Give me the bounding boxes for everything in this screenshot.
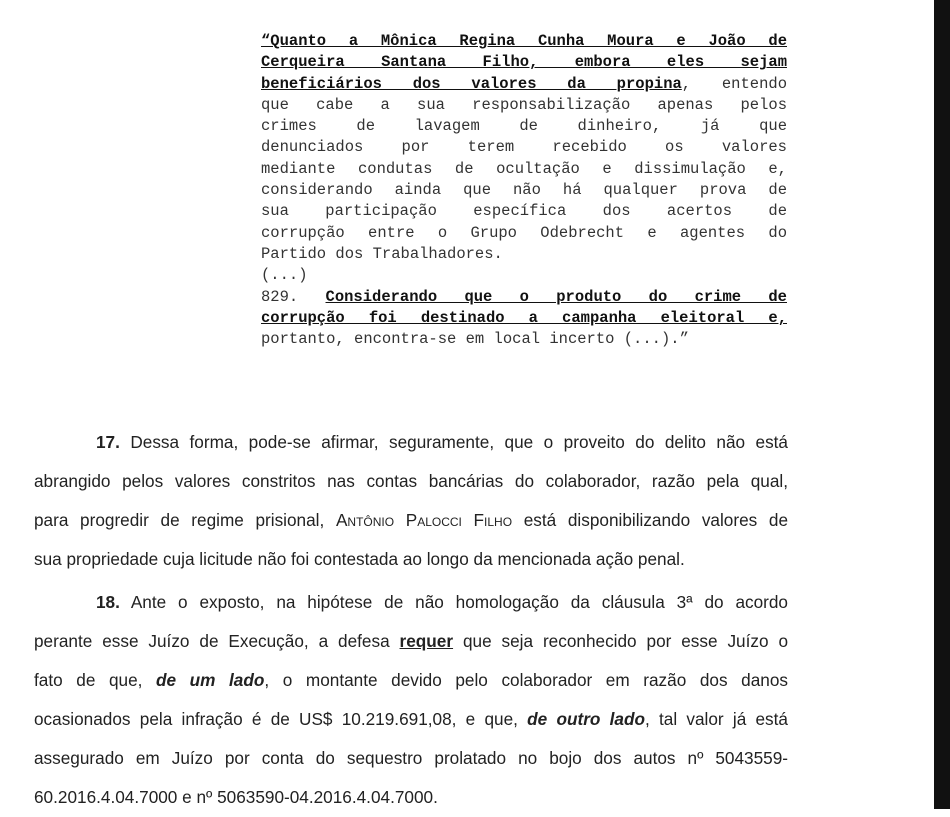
paragraph-18-line: 60.2016.4.04.7000 e nº 5063590-04.2016.4.04.7000. — [34, 787, 438, 807]
paragraph-18-line: assegurado em Juízo por conta do sequestro prolatado no bojo dos autos nº 5043559- — [34, 748, 788, 768]
paragraph-18-line: fato de que, de um lado, o montante devido pelo colaborador em razão dos danos — [34, 670, 788, 690]
quote-text: , entendo — [681, 74, 787, 93]
paragraph-18-line: perante esse Juízo de Execução, a defesa requer que seja reconhecido por esse Juízo o — [34, 631, 788, 651]
quote-item-number: 829. — [261, 287, 326, 306]
quote-line: Partido dos Trabalhadores. — [261, 244, 503, 263]
paragraph-18-line: ocasionados pela infração é de US$ 10.219.691,08, e que, de outro lado, tal valor já está — [34, 709, 788, 729]
quote-line — [261, 74, 787, 95]
person-name: Antônio Palocci Filho — [335, 510, 513, 530]
quote-line: que cabe a sua responsabilização apenas pelos — [261, 95, 787, 114]
quote-line — [261, 287, 787, 308]
paragraph-17-line: sua propriedade cuja licitude não foi contestada ao longo da mencionada ação penal. — [34, 549, 685, 569]
paragraph-18-line: 18. Ante o exposto, na hipótese de não homologação da cláusula 3ª do acordo — [96, 592, 788, 612]
paragraph-number: 18. — [96, 592, 120, 612]
quote-line: “Quanto a Mônica Regina Cunha Moura e João de — [261, 32, 787, 50]
quote-emphasis: beneficiários dos valores da propina — [261, 74, 682, 93]
quote-line: Cerqueira Santana Filho, embora eles sejam — [261, 53, 787, 72]
quote-line: denunciados por terem recebido os valores — [261, 138, 787, 157]
quote-line: mediante condutas de ocultação e dissimulação e, — [261, 159, 787, 178]
emphasis-de-um-lado: de um lado — [156, 670, 265, 690]
quote-line: crimes de lavagem de dinheiro, já que — [261, 117, 787, 136]
quote-line: sua participação específica dos acertos de — [261, 202, 787, 221]
quote-emphasis: Considerando que o produto do crime de — [325, 287, 787, 306]
paragraph-17-line: para progredir de regime prisional, Antônio Palocci Filho está disponibilizando valores de — [34, 510, 789, 530]
scrollbar-edge — [934, 0, 950, 809]
paragraph-number: 17. — [96, 432, 120, 452]
paragraph-17-line: 17. Dessa forma, pode-se afirmar, seguramente, que o proveito do delito não está — [96, 432, 788, 452]
paragraph-17-line: abrangido pelos valores constritos nas contas bancárias do colaborador, razão pela qual, — [34, 471, 788, 491]
quote-line: considerando ainda que não há qualquer prova de — [261, 181, 787, 200]
document-body — [34, 423, 788, 817]
quote-ellipsis: (...) — [261, 266, 308, 285]
block-quote — [261, 31, 787, 350]
emphasis-requer: requer — [399, 631, 454, 651]
quote-line: portanto, encontra-se em local incerto (...).” — [261, 330, 689, 349]
quote-line: corrupção foi destinado a campanha eleitoral e, — [261, 308, 787, 327]
quote-line: corrupção entre o Grupo Odebrecht e agentes do — [261, 223, 787, 242]
emphasis-de-outro-lado: de outro lado — [527, 709, 645, 729]
